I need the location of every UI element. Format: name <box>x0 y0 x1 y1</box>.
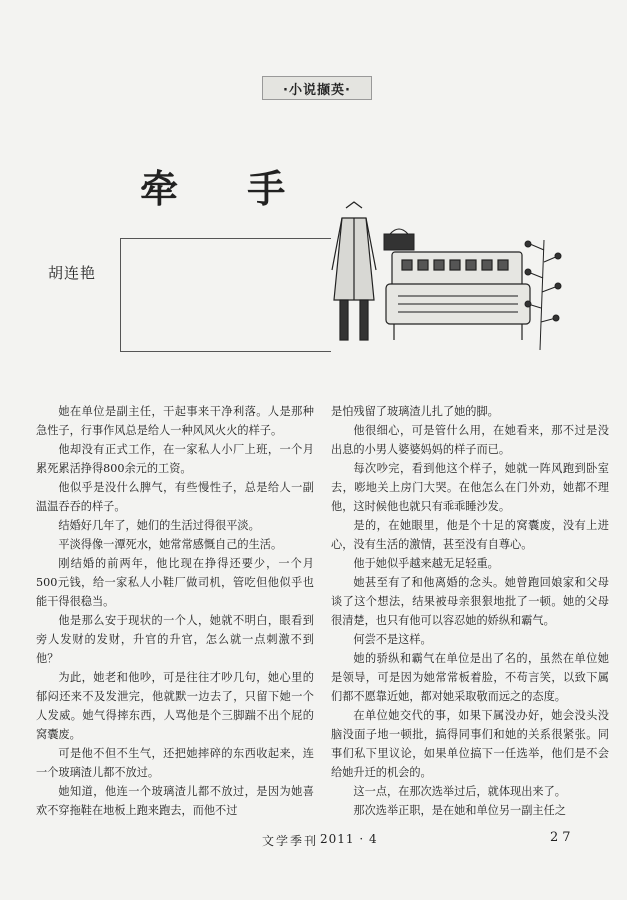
hanging-coat <box>332 202 376 340</box>
paragraph: 那次选举正职，是在她和单位另一副主任之 <box>353 804 566 817</box>
paragraph: 何尝不是这样。 <box>353 633 432 646</box>
left-column <box>36 402 314 820</box>
paragraph: 她的骄纵和霸气在单位是出了名的，虽然在单位她是领导，可是因为她常常板着脸，不苟言笑，以致下属们都不愿靠近她，都对她采取敬而远之的态度。 <box>331 652 609 703</box>
paragraph: 每次吵完，看到他这个样子，她就一阵风跑到卧室去，嘭地关上房门大哭。在他怎么在门外劝，她都不理他，这时候他也就只有乖乖睡沙发。 <box>331 462 609 513</box>
paragraph: 他似乎是没什么脾气，有些慢性子，总是给人一副温温吞吞的样子。 <box>36 481 314 513</box>
paragraph: 他却没有正式工作，在一家私人小厂上班，一个月累死累活挣得800余元的工资。 <box>36 443 314 475</box>
footer-journal-name: 文学季刊 <box>262 834 319 848</box>
paragraph: 她甚至有了和他离婚的念头。她曾跑回娘家和父母谈了这个想法，结果被母亲狠狠地批了一顿。她的父母很清楚，也只有他可以容忍她的娇纵和霸气。 <box>331 576 609 627</box>
paragraph: 她在单位是副主任，干起事来干净利落。人是那种急性子，行事作风总是给人一种风风火火的样子。 <box>36 405 314 437</box>
paragraph: 在单位她交代的事，如果下属没办好，她会没头没脑没面子地一顿批，搞得同事们和她的关系很紧张。同事们私下里议论，如果单位搞下一任选举，他们是不会给她升迁的机会的。 <box>331 709 609 779</box>
handbag <box>384 229 414 250</box>
paragraph: 结婚好几年了，她们的生活过得很平淡。 <box>58 519 260 532</box>
paragraph: 平淡得像一潭死水，她常常感慨自己的生活。 <box>58 538 283 551</box>
paragraph: 她知道，他连一个玻璃渣儿都不放过，是因为她喜欢不穿拖鞋在地板上跑来跑去，而他不过 <box>36 785 314 817</box>
paragraph: 是的，在她眼里，他是个十足的窝囊废，没有上进心，没有生活的激情，甚至没有自尊心。 <box>331 519 609 551</box>
paragraph: 刚结婚的前两年，他比现在挣得还要少，一个月500元钱，给一家私人小鞋厂做司机，管吃但他似乎也能干得很稳当。 <box>36 557 314 608</box>
paragraph: 为此，她老和他吵，可是往往才吵几句，她心里的郁闷还来不及发泄完，他就默一边去了，只留下她一个人发威。她气得摔东西，人骂他是个三脚踹不出个屁的窝囊废。 <box>36 671 314 741</box>
paragraph: 他很细心，可是管什么用，在她看来，那不过是没出息的小男人婆婆妈妈的样子而已。 <box>331 424 609 456</box>
paragraph: 他于她似乎越来越无足轻重。 <box>353 557 499 570</box>
right-column <box>331 402 609 820</box>
sofa-illustration <box>322 200 562 360</box>
footer-issue: 2011 · 4 <box>320 832 378 846</box>
article-title: 牵 手 <box>140 167 314 211</box>
paragraph: 是怕残留了玻璃渣儿扎了她的脚。 <box>331 405 499 418</box>
sofa <box>386 252 530 340</box>
paragraph: 这一点，在那次选举过后，就体现出来了。 <box>353 785 566 798</box>
page-number: 27 <box>550 830 575 845</box>
author-name: 胡连艳 <box>48 264 97 282</box>
paragraph: 他是那么安于现状的一个人，她就不明白，眼看到旁人发财的发财，升官的升官，怎么就一点刺激不到他？ <box>36 614 314 665</box>
title-frame <box>120 238 331 352</box>
paragraph: 可是他不但不生气，还把她摔碎的东西收起来，连一个玻璃渣儿都不放过。 <box>36 747 314 779</box>
section-banner: ·小说撷英· <box>262 76 372 100</box>
